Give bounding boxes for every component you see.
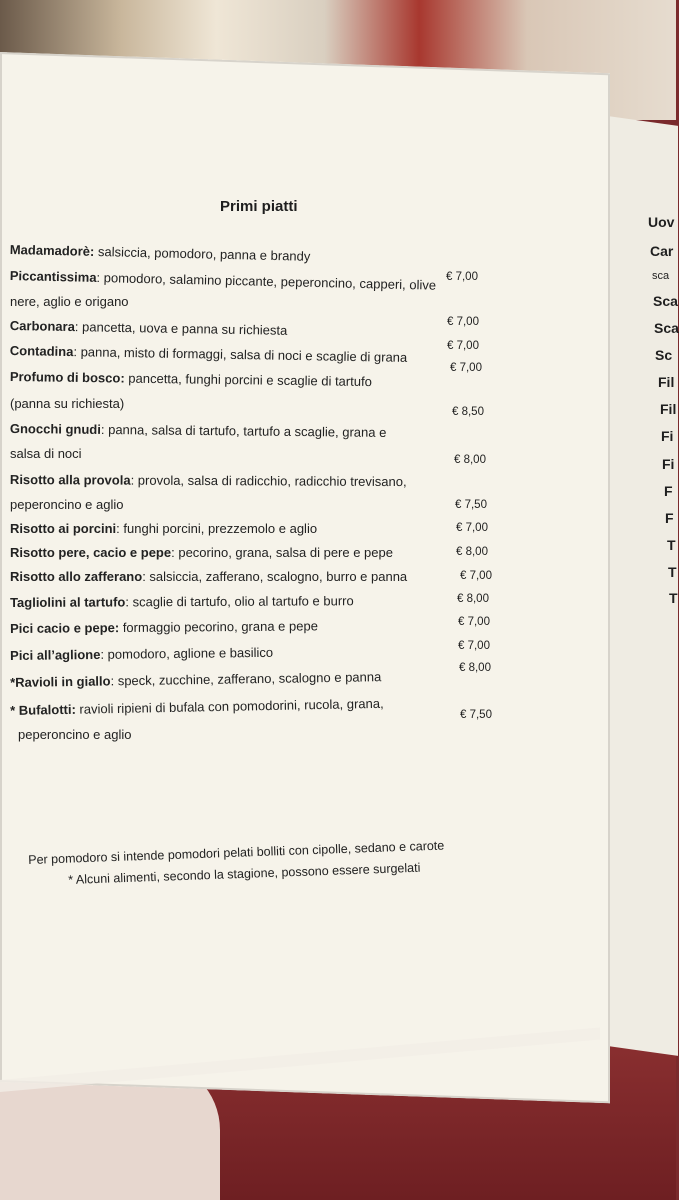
dish-name: Pici cacio e pepe:: [10, 620, 120, 636]
dish-name: Gnocchi gnudi: [9, 421, 101, 437]
dish-description: : panna, misto di formaggi, salsa di noci e scaglie di grana: [73, 344, 408, 365]
dish-price: € 7,50: [460, 709, 492, 721]
menu-item-risotto-ai-porcini: [10, 521, 317, 536]
menu-item-pici-allaglione: [10, 645, 273, 663]
menu-item-profumo-di-bosco: [10, 369, 372, 389]
menu-item-madamadore: [10, 242, 311, 264]
dish-description: : provola, salsa di radicchio, radicchio trevisano,: [130, 472, 407, 490]
right-page-fragment: sca: [652, 270, 670, 282]
dish-price: € 7,00: [447, 340, 479, 352]
dish-name: Risotto alla provola: [9, 472, 131, 488]
dish-price: € 7,00: [458, 640, 490, 652]
menu-item-pici-cacio-e-pepe: [10, 618, 318, 636]
menu-item-bufalotti: [10, 696, 384, 718]
menu-item-gnocchi-gnudi: [10, 421, 387, 440]
dish-price: € 8,00: [454, 454, 486, 466]
dish-description: : speck, zucchine, zafferano, scalogno e panna: [110, 669, 382, 689]
dish-name: * Bufalotti:: [10, 701, 76, 718]
right-page-fragment: Sca: [654, 320, 679, 336]
menu-item-carbonara: [10, 318, 288, 338]
right-page-fragment: F: [665, 510, 674, 526]
dish-price: € 8,00: [459, 662, 491, 674]
dish-description: : panna, salsa di tartufo, tartufo a scaglie, grana e: [100, 421, 387, 440]
dish-price: € 8,00: [457, 593, 489, 605]
menu-item-risotto-allo-zafferano: [10, 569, 407, 584]
dish-description: : pomodoro, salamino piccante, peperoncino, capperi, olive: [96, 269, 437, 293]
menu-item-contadina: [10, 343, 408, 365]
dish-name: Tagliolini al tartufo: [10, 594, 126, 610]
dish-price: € 7,00: [460, 570, 492, 582]
right-page-fragment: Sca: [653, 293, 678, 309]
dish-name: Piccantissima: [9, 268, 97, 285]
section-title: Primi piatti: [220, 198, 298, 215]
dish-name: Profumo di bosco:: [9, 369, 125, 386]
dish-price: € 7,00: [450, 362, 482, 374]
right-page-fragment: Fi: [662, 456, 675, 472]
dish-price: € 7,00: [447, 316, 479, 328]
right-page-fragment: Fi: [661, 428, 674, 444]
dish-description: : scaglie di tartufo, olio al tartufo e burro: [125, 593, 354, 610]
menu-item-risotto-alla-provola: [10, 472, 407, 489]
dish-description: : salsiccia, zafferano, scalogno, burro e panna: [142, 569, 408, 584]
dish-description: pancetta, funghi porcini e scaglie di tartufo: [124, 370, 372, 390]
footer-note-pomodoro: Per pomodoro si intende pomodori pelati bolliti con cipolle, sedano e carote: [28, 838, 445, 867]
right-page-fragment: Fil: [658, 374, 675, 390]
dish-description-continued: peperoncino e aglio: [18, 727, 132, 742]
right-page-fragment: T: [667, 537, 676, 553]
dish-description: ravioli ripieni di bufala con pomodorini, rucola, grana,: [75, 695, 384, 717]
dish-description-continued: (panna su richiesta): [10, 396, 125, 411]
dish-description: formaggio pecorino, grana e pepe: [119, 618, 318, 636]
dish-description-continued: nere, aglio e origano: [10, 294, 129, 309]
dish-description: : pecorino, grana, salsa di pere e pepe: [171, 545, 393, 560]
dish-name: Contadina: [9, 343, 74, 360]
right-page-fragment: Uov: [648, 214, 675, 230]
dish-name: Carbonara: [9, 318, 76, 335]
right-page-fragment: T: [668, 564, 677, 580]
menu-item-tagliolini-al-tartufo: [10, 593, 354, 610]
dish-name: Pici all’aglione: [10, 646, 101, 663]
dish-price: € 7,00: [446, 271, 478, 283]
right-page-fragment: F: [664, 483, 673, 499]
dish-price: € 7,00: [456, 522, 488, 534]
dish-description-continued: salsa di noci: [10, 446, 82, 461]
menu-item-piccantissima: [10, 268, 437, 293]
dish-name: *Ravioli in giallo: [10, 673, 111, 690]
dish-name: Risotto ai porcini: [10, 521, 117, 536]
dish-name: Risotto allo zafferano: [10, 569, 143, 584]
dish-price: € 7,50: [455, 499, 487, 511]
right-page-fragment: Sc: [655, 347, 673, 363]
right-page-fragment: T: [669, 590, 678, 606]
right-page-fragment: Car: [650, 243, 674, 259]
menu-item-risotto-pere-cacio-pepe: [10, 545, 393, 560]
dish-description-continued: peperoncino e aglio: [10, 497, 124, 512]
dish-description: : funghi porcini, prezzemolo e aglio: [116, 521, 318, 536]
dish-description: : pomodoro, aglione e basilico: [100, 644, 274, 662]
dish-price: € 8,00: [456, 546, 488, 558]
footer-note-surgelati: * Alcuni alimenti, secondo la stagione, possono essere surgelati: [68, 860, 421, 887]
dish-price: € 7,00: [458, 616, 490, 628]
right-page-fragment: Fil: [660, 401, 677, 417]
dish-name: Risotto pere, cacio e pepe: [10, 545, 172, 560]
dish-description: : pancetta, uova e panna su richiesta: [74, 319, 288, 338]
dish-description: salsiccia, pomodoro, panna e brandy: [94, 243, 311, 264]
menu-item-ravioli-in-giallo: [10, 669, 381, 690]
dish-name: Madamadorè:: [9, 242, 95, 259]
dish-price: € 8,50: [452, 406, 484, 418]
